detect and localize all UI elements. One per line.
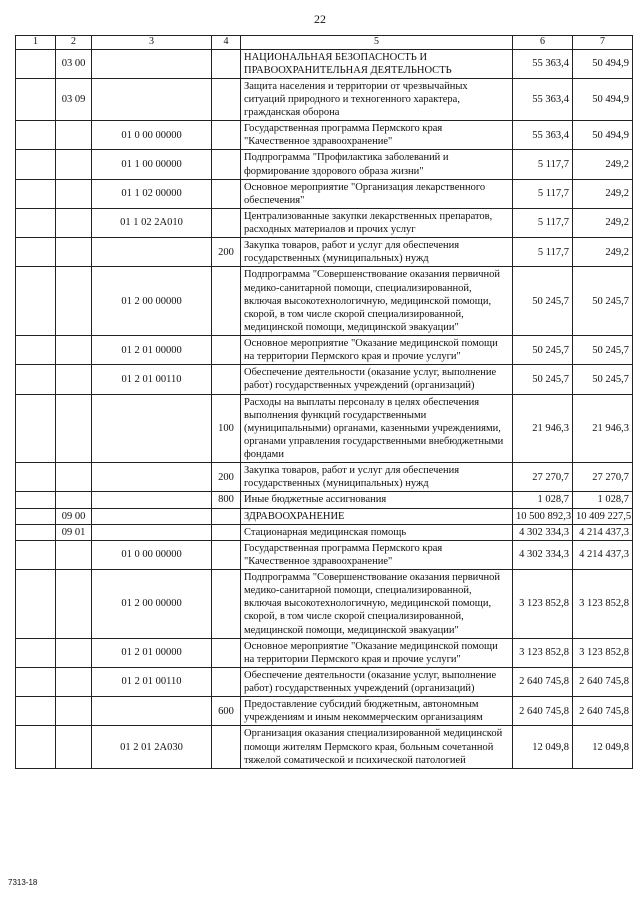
cell-expense-type	[212, 570, 241, 639]
cell-target-code	[92, 463, 212, 492]
cell-amount-col6: 50 245,7	[513, 365, 573, 394]
cell-expense-type: 100	[212, 394, 241, 463]
cell-name: Закупка товаров, работ и услуг для обеспечения государственных (муниципальных) нужд	[241, 463, 513, 492]
cell-name: НАЦИОНАЛЬНАЯ БЕЗОПАСНОСТЬ И ПРАВООХРАНИТЕЛЬНАЯ ДЕЯТЕЛЬНОСТЬ	[241, 49, 513, 78]
cell-section-code	[56, 540, 92, 569]
cell-section-code	[56, 667, 92, 696]
cell-section-code	[56, 365, 92, 394]
cell-amount-col7: 249,2	[573, 238, 633, 267]
table-row	[16, 492, 633, 508]
cell-target-code	[92, 238, 212, 267]
table-row	[16, 267, 633, 336]
cell-section-code	[56, 208, 92, 237]
cell-name: Защита населения и территории от чрезвычайных ситуаций природного и техногенного характера, гражданская оборона	[241, 78, 513, 120]
cell-amount-col6: 5 117,7	[513, 150, 573, 179]
cell-name: Основное мероприятие "Оказание медицинской помощи на территории Пермского края и прочие услуги"	[241, 336, 513, 365]
page-number: 22	[314, 12, 326, 26]
cell-amount-col6: 50 245,7	[513, 267, 573, 336]
cell-name: ЗДРАВООХРАНЕНИЕ	[241, 508, 513, 524]
cell-col1	[16, 540, 56, 569]
table-row	[16, 179, 633, 208]
cell-col1	[16, 570, 56, 639]
table-body	[16, 49, 633, 768]
cell-col1	[16, 179, 56, 208]
cell-name: Обеспечение деятельности (оказание услуг, выполнение работ) государственных учреждений (организаций)	[241, 667, 513, 696]
cell-amount-col6: 4 302 334,3	[513, 540, 573, 569]
cell-amount-col6: 55 363,4	[513, 78, 573, 120]
cell-name: Обеспечение деятельности (оказание услуг, выполнение работ) государственных учреждений (организаций)	[241, 365, 513, 394]
cell-name: Предоставление субсидий бюджетным, автономным учреждениям и иным некоммерческим организациям	[241, 697, 513, 726]
cell-amount-col6: 3 123 852,8	[513, 638, 573, 667]
cell-section-code	[56, 267, 92, 336]
cell-amount-col6: 5 117,7	[513, 238, 573, 267]
table-row	[16, 638, 633, 667]
cell-col1	[16, 508, 56, 524]
cell-expense-type	[212, 638, 241, 667]
cell-target-code	[92, 394, 212, 463]
cell-target-code: 01 2 01 00000	[92, 638, 212, 667]
cell-expense-type	[212, 150, 241, 179]
table-row	[16, 394, 633, 463]
cell-amount-col7: 50 494,9	[573, 49, 633, 78]
cell-col1	[16, 697, 56, 726]
cell-target-code: 01 2 01 00110	[92, 667, 212, 696]
cell-section-code: 03 00	[56, 49, 92, 78]
cell-target-code: 01 0 00 00000	[92, 121, 212, 150]
cell-col1	[16, 365, 56, 394]
cell-target-code	[92, 49, 212, 78]
cell-col1	[16, 208, 56, 237]
cell-col1	[16, 638, 56, 667]
table-row	[16, 540, 633, 569]
cell-amount-col7: 4 214 437,3	[573, 540, 633, 569]
cell-expense-type	[212, 49, 241, 78]
cell-name: Расходы на выплаты персоналу в целях обеспечения выполнения функций государственными (муниципальными) органами, казенными учреждениями, органами управления государственными внебюджетными фондами	[241, 394, 513, 463]
cell-section-code	[56, 492, 92, 508]
cell-expense-type: 200	[212, 238, 241, 267]
cell-col1	[16, 238, 56, 267]
cell-col1	[16, 267, 56, 336]
cell-section-code	[56, 697, 92, 726]
table-row	[16, 508, 633, 524]
cell-amount-col7: 12 049,8	[573, 726, 633, 768]
cell-target-code: 01 1 00 00000	[92, 150, 212, 179]
cell-expense-type	[212, 267, 241, 336]
cell-amount-col6: 3 123 852,8	[513, 570, 573, 639]
cell-name: Стационарная медицинская помощь	[241, 524, 513, 540]
cell-col1	[16, 524, 56, 540]
column-header: 1	[16, 36, 56, 50]
cell-amount-col7: 2 640 745,8	[573, 697, 633, 726]
cell-name: Основное мероприятие "Организация лекарственного обеспечения"	[241, 179, 513, 208]
cell-target-code: 01 1 02 2А010	[92, 208, 212, 237]
cell-amount-col6: 55 363,4	[513, 49, 573, 78]
cell-amount-col6: 10 500 892,3	[513, 508, 573, 524]
cell-expense-type	[212, 208, 241, 237]
cell-target-code: 01 2 01 00000	[92, 336, 212, 365]
cell-section-code	[56, 336, 92, 365]
cell-name: Подпрограмма "Совершенствование оказания первичной медико-санитарной помощи, специализированной, включая высокотехнологичную, медицинской помощи, скорой, в том числе скорой специализированной, медицинской помощи, медицинской эвакуации"	[241, 570, 513, 639]
cell-expense-type	[212, 540, 241, 569]
cell-expense-type: 200	[212, 463, 241, 492]
cell-expense-type	[212, 78, 241, 120]
cell-name: Государственная программа Пермского края "Качественное здравоохранение"	[241, 121, 513, 150]
cell-amount-col7: 1 028,7	[573, 492, 633, 508]
cell-expense-type	[212, 336, 241, 365]
table-row	[16, 336, 633, 365]
cell-amount-col7: 50 245,7	[573, 365, 633, 394]
cell-amount-col7: 249,2	[573, 179, 633, 208]
cell-amount-col7: 50 245,7	[573, 267, 633, 336]
cell-name: Централизованные закупки лекарственных препаратов, расходных материалов и прочих услуг	[241, 208, 513, 237]
cell-section-code	[56, 179, 92, 208]
budget-table	[15, 35, 633, 769]
header-row	[16, 36, 633, 50]
cell-target-code	[92, 697, 212, 726]
cell-amount-col6: 55 363,4	[513, 121, 573, 150]
cell-section-code	[56, 394, 92, 463]
cell-section-code	[56, 150, 92, 179]
cell-amount-col7: 4 214 437,3	[573, 524, 633, 540]
cell-target-code: 01 1 02 00000	[92, 179, 212, 208]
cell-amount-col6: 5 117,7	[513, 179, 573, 208]
table-row	[16, 238, 633, 267]
cell-col1	[16, 726, 56, 768]
cell-section-code	[56, 463, 92, 492]
cell-target-code: 01 2 00 00000	[92, 570, 212, 639]
column-header: 4	[212, 36, 241, 50]
cell-col1	[16, 121, 56, 150]
cell-expense-type	[212, 524, 241, 540]
table-row	[16, 49, 633, 78]
table-row	[16, 78, 633, 120]
cell-expense-type	[212, 365, 241, 394]
cell-amount-col7: 27 270,7	[573, 463, 633, 492]
cell-amount-col7: 50 494,9	[573, 121, 633, 150]
cell-amount-col6: 2 640 745,8	[513, 697, 573, 726]
cell-section-code	[56, 570, 92, 639]
cell-section-code: 09 01	[56, 524, 92, 540]
table-row	[16, 667, 633, 696]
cell-section-code: 03 09	[56, 78, 92, 120]
cell-amount-col7: 249,2	[573, 208, 633, 237]
cell-name: Государственная программа Пермского края "Качественное здравоохранение"	[241, 540, 513, 569]
cell-amount-col7: 50 245,7	[573, 336, 633, 365]
cell-target-code	[92, 78, 212, 120]
cell-expense-type	[212, 726, 241, 768]
cell-section-code: 09 00	[56, 508, 92, 524]
cell-col1	[16, 49, 56, 78]
cell-expense-type: 800	[212, 492, 241, 508]
cell-name: Организация оказания специализированной медицинской помощи жителям Пермского края, больным сочетанной тяжелой соматической и психической патологией	[241, 726, 513, 768]
column-header: 7	[573, 36, 633, 50]
cell-col1	[16, 336, 56, 365]
table-row	[16, 570, 633, 639]
cell-amount-col6: 2 640 745,8	[513, 667, 573, 696]
cell-amount-col7: 21 946,3	[573, 394, 633, 463]
cell-amount-col7: 2 640 745,8	[573, 667, 633, 696]
cell-section-code	[56, 238, 92, 267]
cell-expense-type	[212, 121, 241, 150]
column-header: 6	[513, 36, 573, 50]
cell-expense-type	[212, 667, 241, 696]
cell-expense-type	[212, 508, 241, 524]
table-row	[16, 208, 633, 237]
cell-name: Иные бюджетные ассигнования	[241, 492, 513, 508]
table-row	[16, 697, 633, 726]
cell-amount-col7: 50 494,9	[573, 78, 633, 120]
cell-target-code	[92, 524, 212, 540]
cell-target-code: 01 0 00 00000	[92, 540, 212, 569]
cell-col1	[16, 667, 56, 696]
column-header: 5	[241, 36, 513, 50]
cell-section-code	[56, 121, 92, 150]
table-row	[16, 524, 633, 540]
table-row	[16, 365, 633, 394]
cell-expense-type	[212, 179, 241, 208]
cell-col1	[16, 78, 56, 120]
table-row	[16, 121, 633, 150]
table-row	[16, 463, 633, 492]
document-code: 7313-18	[8, 878, 38, 887]
cell-amount-col6: 5 117,7	[513, 208, 573, 237]
cell-amount-col7: 10 409 227,5	[573, 508, 633, 524]
column-header: 2	[56, 36, 92, 50]
cell-col1	[16, 394, 56, 463]
cell-expense-type: 600	[212, 697, 241, 726]
cell-amount-col7: 3 123 852,8	[573, 570, 633, 639]
table-row	[16, 726, 633, 768]
cell-amount-col7: 249,2	[573, 150, 633, 179]
cell-amount-col6: 27 270,7	[513, 463, 573, 492]
cell-amount-col7: 3 123 852,8	[573, 638, 633, 667]
cell-section-code	[56, 638, 92, 667]
cell-name: Основное мероприятие "Оказание медицинской помощи на территории Пермского края и прочие услуги"	[241, 638, 513, 667]
cell-amount-col6: 21 946,3	[513, 394, 573, 463]
cell-name: Закупка товаров, работ и услуг для обеспечения государственных (муниципальных) нужд	[241, 238, 513, 267]
cell-section-code	[56, 726, 92, 768]
cell-amount-col6: 4 302 334,3	[513, 524, 573, 540]
cell-name: Подпрограмма "Совершенствование оказания первичной медико-санитарной помощи, специализированной, включая высокотехнологичную, медицинской помощи, скорой, в том числе скорой специализированной, медицинской помощи, медицинской эвакуации"	[241, 267, 513, 336]
cell-amount-col6: 12 049,8	[513, 726, 573, 768]
table-row	[16, 150, 633, 179]
cell-name: Подпрограмма "Профилактика заболеваний и формирование здорового образа жизни"	[241, 150, 513, 179]
cell-target-code	[92, 492, 212, 508]
cell-target-code: 01 2 00 00000	[92, 267, 212, 336]
cell-target-code	[92, 508, 212, 524]
cell-target-code: 01 2 01 00110	[92, 365, 212, 394]
cell-amount-col6: 1 028,7	[513, 492, 573, 508]
cell-col1	[16, 150, 56, 179]
column-header: 3	[92, 36, 212, 50]
cell-col1	[16, 463, 56, 492]
table-header	[16, 36, 633, 50]
cell-col1	[16, 492, 56, 508]
cell-target-code: 01 2 01 2А030	[92, 726, 212, 768]
cell-amount-col6: 50 245,7	[513, 336, 573, 365]
